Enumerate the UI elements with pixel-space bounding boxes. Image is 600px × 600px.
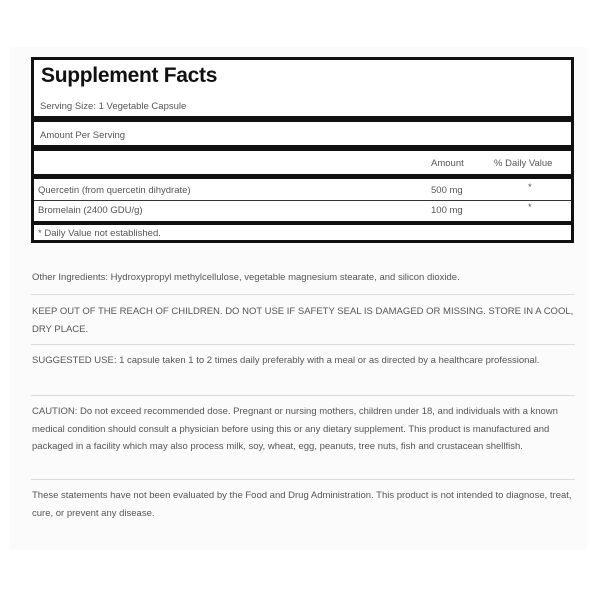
footnote: * Daily Value not established. [38,228,161,239]
ingredient-name: Quercetin (from quercetin dihydrate) [38,185,191,196]
section-divider [31,479,575,480]
facts-title: Supplement Facts [41,64,218,87]
suggested-use: SUGGESTED USE: 1 capsule taken 1 to 2 times daily preferably with a meal or as directed by a healthcare professional. [32,355,540,366]
section-divider [31,395,575,396]
divider-thick [34,116,571,122]
divider-thick [34,145,571,151]
caution-text: CAUTION: Do not exceed recommended dose. Pregnant or nursing mothers, children under 18, and individuals with a known medical condition should consult a physician before using this or any dietary supplement. This product is manufactured and packaged in a facility which may also process milk, soy, wheat, egg, peanuts, tree nuts, fish and crustacean shellfish. [32,406,558,452]
section-divider [31,294,575,295]
amount-per-serving: Amount Per Serving [40,130,126,141]
ingredient-daily-value: * [528,202,532,213]
divider-thick [34,174,571,179]
supplement-facts-panel [31,57,574,243]
fda-disclaimer: These statements have not been evaluated by the Food and Drug Administration. This product is not intended to diagnose, treat, cure, or prevent any disease. [32,490,572,519]
amount-column-header: Amount [431,158,464,169]
daily-value-column-header: % Daily Value [494,158,553,169]
divider-thick [34,221,571,225]
safety-warning: KEEP OUT OF THE REACH OF CHILDREN. DO NOT USE IF SAFETY SEAL IS DAMAGED OR MISSING. STORE IN A COOL, DRY PLACE. [32,306,574,335]
section-divider [31,344,575,345]
row-divider [34,200,571,201]
serving-size: Serving Size: 1 Vegetable Capsule [40,101,187,112]
ingredient-name: Bromelain (2400 GDU/g) [38,205,143,216]
ingredient-daily-value: * [528,182,532,193]
other-ingredients: Other Ingredients: Hydroxypropyl methylcellulose, vegetable magnesium stearate, and silicon dioxide. [32,272,460,283]
ingredient-amount: 100 mg [431,205,463,216]
ingredient-amount: 500 mg [431,185,463,196]
